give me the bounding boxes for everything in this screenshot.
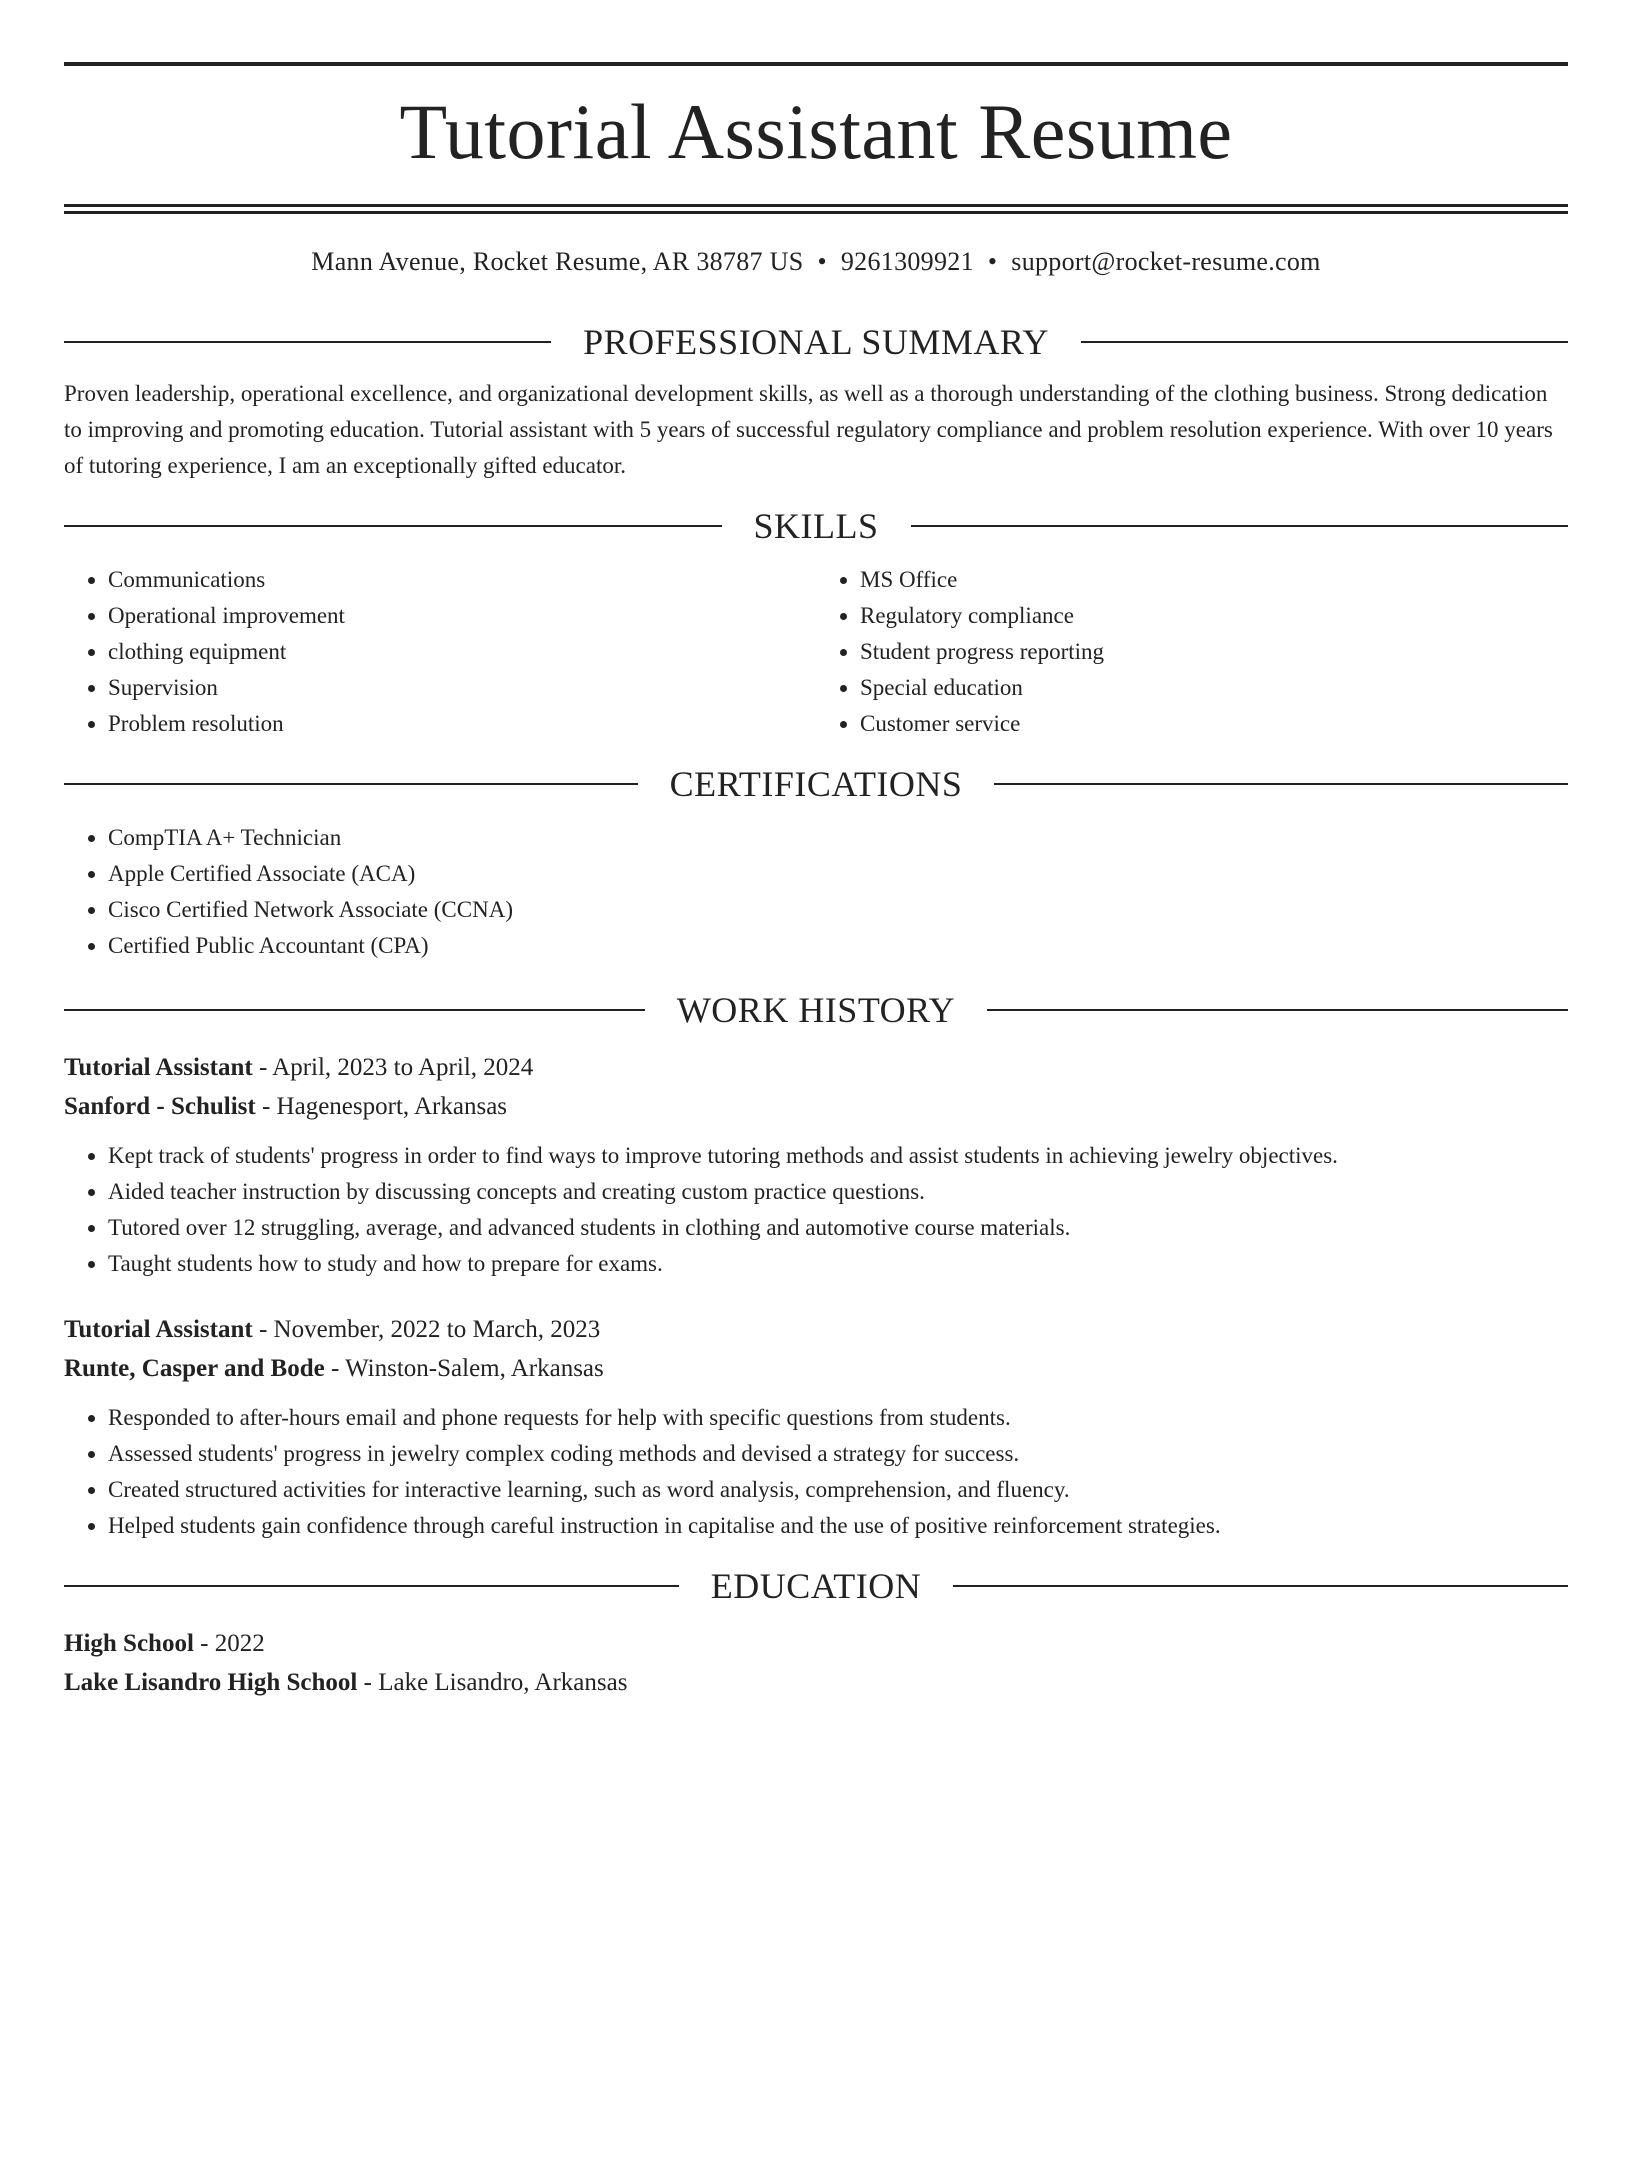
certification-item: • Cisco Certified Network Associate (CCNA) bbox=[108, 892, 1568, 928]
skill-item: • Special education bbox=[860, 670, 1568, 706]
section-rule-left bbox=[64, 341, 551, 343]
job-bullet: • Tutored over 12 struggling, average, and advanced students in clothing and automotive course materials. bbox=[108, 1210, 1568, 1246]
job-bullet: • Kept track of students' progress in order to find ways to improve tutoring methods and assist students in achieving jewelry objectives. bbox=[108, 1138, 1568, 1174]
job-entry bbox=[64, 1048, 1568, 1282]
section-rule-right bbox=[994, 783, 1568, 785]
section-title-education: EDUCATION bbox=[710, 1566, 922, 1606]
section-header-summary bbox=[64, 320, 1568, 364]
summary-text: Proven leadership, operational excellence, and organizational development skills, as well as a thorough understanding of the clothing business. Strong dedication to improving and promoting education. Tutorial assistant with 5 years of successful regulatory compliance and problem resolution experience. With over 10 years of tutoring experience, I am an exceptionally gifted educator. bbox=[64, 381, 1553, 478]
skill-item: • Regulatory compliance bbox=[860, 598, 1568, 634]
job-location: - Hagenesport, Arkansas bbox=[255, 1093, 508, 1120]
section-rule-left bbox=[64, 783, 638, 785]
title-double-rule bbox=[64, 204, 1568, 214]
skill-item: • Problem resolution bbox=[108, 706, 816, 742]
skill-item: • MS Office bbox=[860, 562, 1568, 598]
job-title-line bbox=[64, 1048, 1568, 1087]
skills-column-right bbox=[816, 562, 1568, 742]
education-location: - Lake Lisandro, Arkansas bbox=[357, 1669, 628, 1696]
section-rule-left bbox=[64, 525, 722, 527]
job-company: Sanford - Schulist bbox=[64, 1093, 256, 1120]
job-company-line bbox=[64, 1087, 1568, 1126]
education-year: - 2022 bbox=[193, 1630, 265, 1657]
contact-line bbox=[64, 244, 1568, 280]
section-rule-right bbox=[953, 1585, 1568, 1587]
job-title-line bbox=[64, 1310, 1568, 1349]
section-title-certifications: CERTIFICATIONS bbox=[669, 764, 963, 804]
top-rule bbox=[64, 62, 1568, 66]
job-bullet: • Taught students how to study and how to prepare for exams. bbox=[108, 1246, 1568, 1282]
job-bullets bbox=[64, 1400, 1568, 1544]
job-dates: - November, 2022 to March, 2023 bbox=[252, 1316, 601, 1343]
contact-email: support@rocket-resume.com bbox=[1011, 247, 1321, 276]
skill-item: • Communications bbox=[108, 562, 816, 598]
job-entry bbox=[64, 1310, 1568, 1544]
skill-item: • Student progress reporting bbox=[860, 634, 1568, 670]
job-company: Runte, Casper and Bode bbox=[64, 1355, 325, 1382]
section-title-skills: SKILLS bbox=[753, 506, 879, 546]
education-entry bbox=[64, 1624, 1568, 1702]
certification-item: • Apple Certified Associate (ACA) bbox=[108, 856, 1568, 892]
contact-separator: • bbox=[817, 247, 827, 276]
section-header-skills bbox=[64, 504, 1568, 548]
job-company-line bbox=[64, 1349, 1568, 1388]
skills-list bbox=[64, 562, 1568, 742]
section-title-summary: PROFESSIONAL SUMMARY bbox=[583, 322, 1049, 362]
contact-phone: 9261309921 bbox=[840, 247, 974, 276]
job-bullet: • Created structured activities for interactive learning, such as word analysis, comprehension, and fluency. bbox=[108, 1472, 1568, 1508]
education-degree-line bbox=[64, 1624, 1568, 1663]
section-rule-right bbox=[911, 525, 1569, 527]
job-bullet: • Responded to after-hours email and phone requests for help with specific questions from students. bbox=[108, 1400, 1568, 1436]
section-rule-right bbox=[987, 1009, 1568, 1011]
skills-column-left bbox=[64, 562, 816, 742]
resume-page bbox=[0, 62, 1632, 2174]
job-title: Tutorial Assistant bbox=[64, 1054, 253, 1081]
education-degree: High School bbox=[64, 1630, 194, 1657]
education-school-line bbox=[64, 1663, 1568, 1702]
section-header-certifications bbox=[64, 762, 1568, 806]
section-rule-left bbox=[64, 1009, 645, 1011]
skill-item: • Supervision bbox=[108, 670, 816, 706]
certification-item: • Certified Public Accountant (CPA) bbox=[108, 928, 1568, 964]
job-bullet: • Assessed students' progress in jewelry complex coding methods and devised a strategy for success. bbox=[108, 1436, 1568, 1472]
section-rule-left bbox=[64, 1585, 679, 1587]
job-location: - Winston-Salem, Arkansas bbox=[324, 1355, 604, 1382]
contact-separator: • bbox=[987, 247, 998, 276]
contact-address: Mann Avenue, Rocket Resume, AR 38787 US bbox=[311, 247, 804, 276]
skill-item: • Customer service bbox=[860, 706, 1568, 742]
job-bullets bbox=[64, 1138, 1568, 1282]
certifications-list bbox=[64, 820, 1568, 964]
section-title-work: WORK HISTORY bbox=[676, 990, 956, 1030]
job-title: Tutorial Assistant bbox=[64, 1316, 253, 1343]
section-header-education bbox=[64, 1564, 1568, 1608]
job-bullet: • Helped students gain confidence through careful instruction in capitalise and the use of positive reinforcement strategies. bbox=[108, 1508, 1568, 1544]
certification-item: • CompTIA A+ Technician bbox=[108, 820, 1568, 856]
section-rule-right bbox=[1081, 341, 1568, 343]
skill-item: • clothing equipment bbox=[108, 634, 816, 670]
education-school: Lake Lisandro High School bbox=[64, 1669, 358, 1696]
section-header-work bbox=[64, 988, 1568, 1032]
skill-item: • Operational improvement bbox=[108, 598, 816, 634]
job-dates: - April, 2023 to April, 2024 bbox=[252, 1054, 534, 1081]
job-bullet: • Aided teacher instruction by discussing concepts and creating custom practice questions. bbox=[108, 1174, 1568, 1210]
page-title: Tutorial Assistant Resume bbox=[399, 88, 1233, 175]
